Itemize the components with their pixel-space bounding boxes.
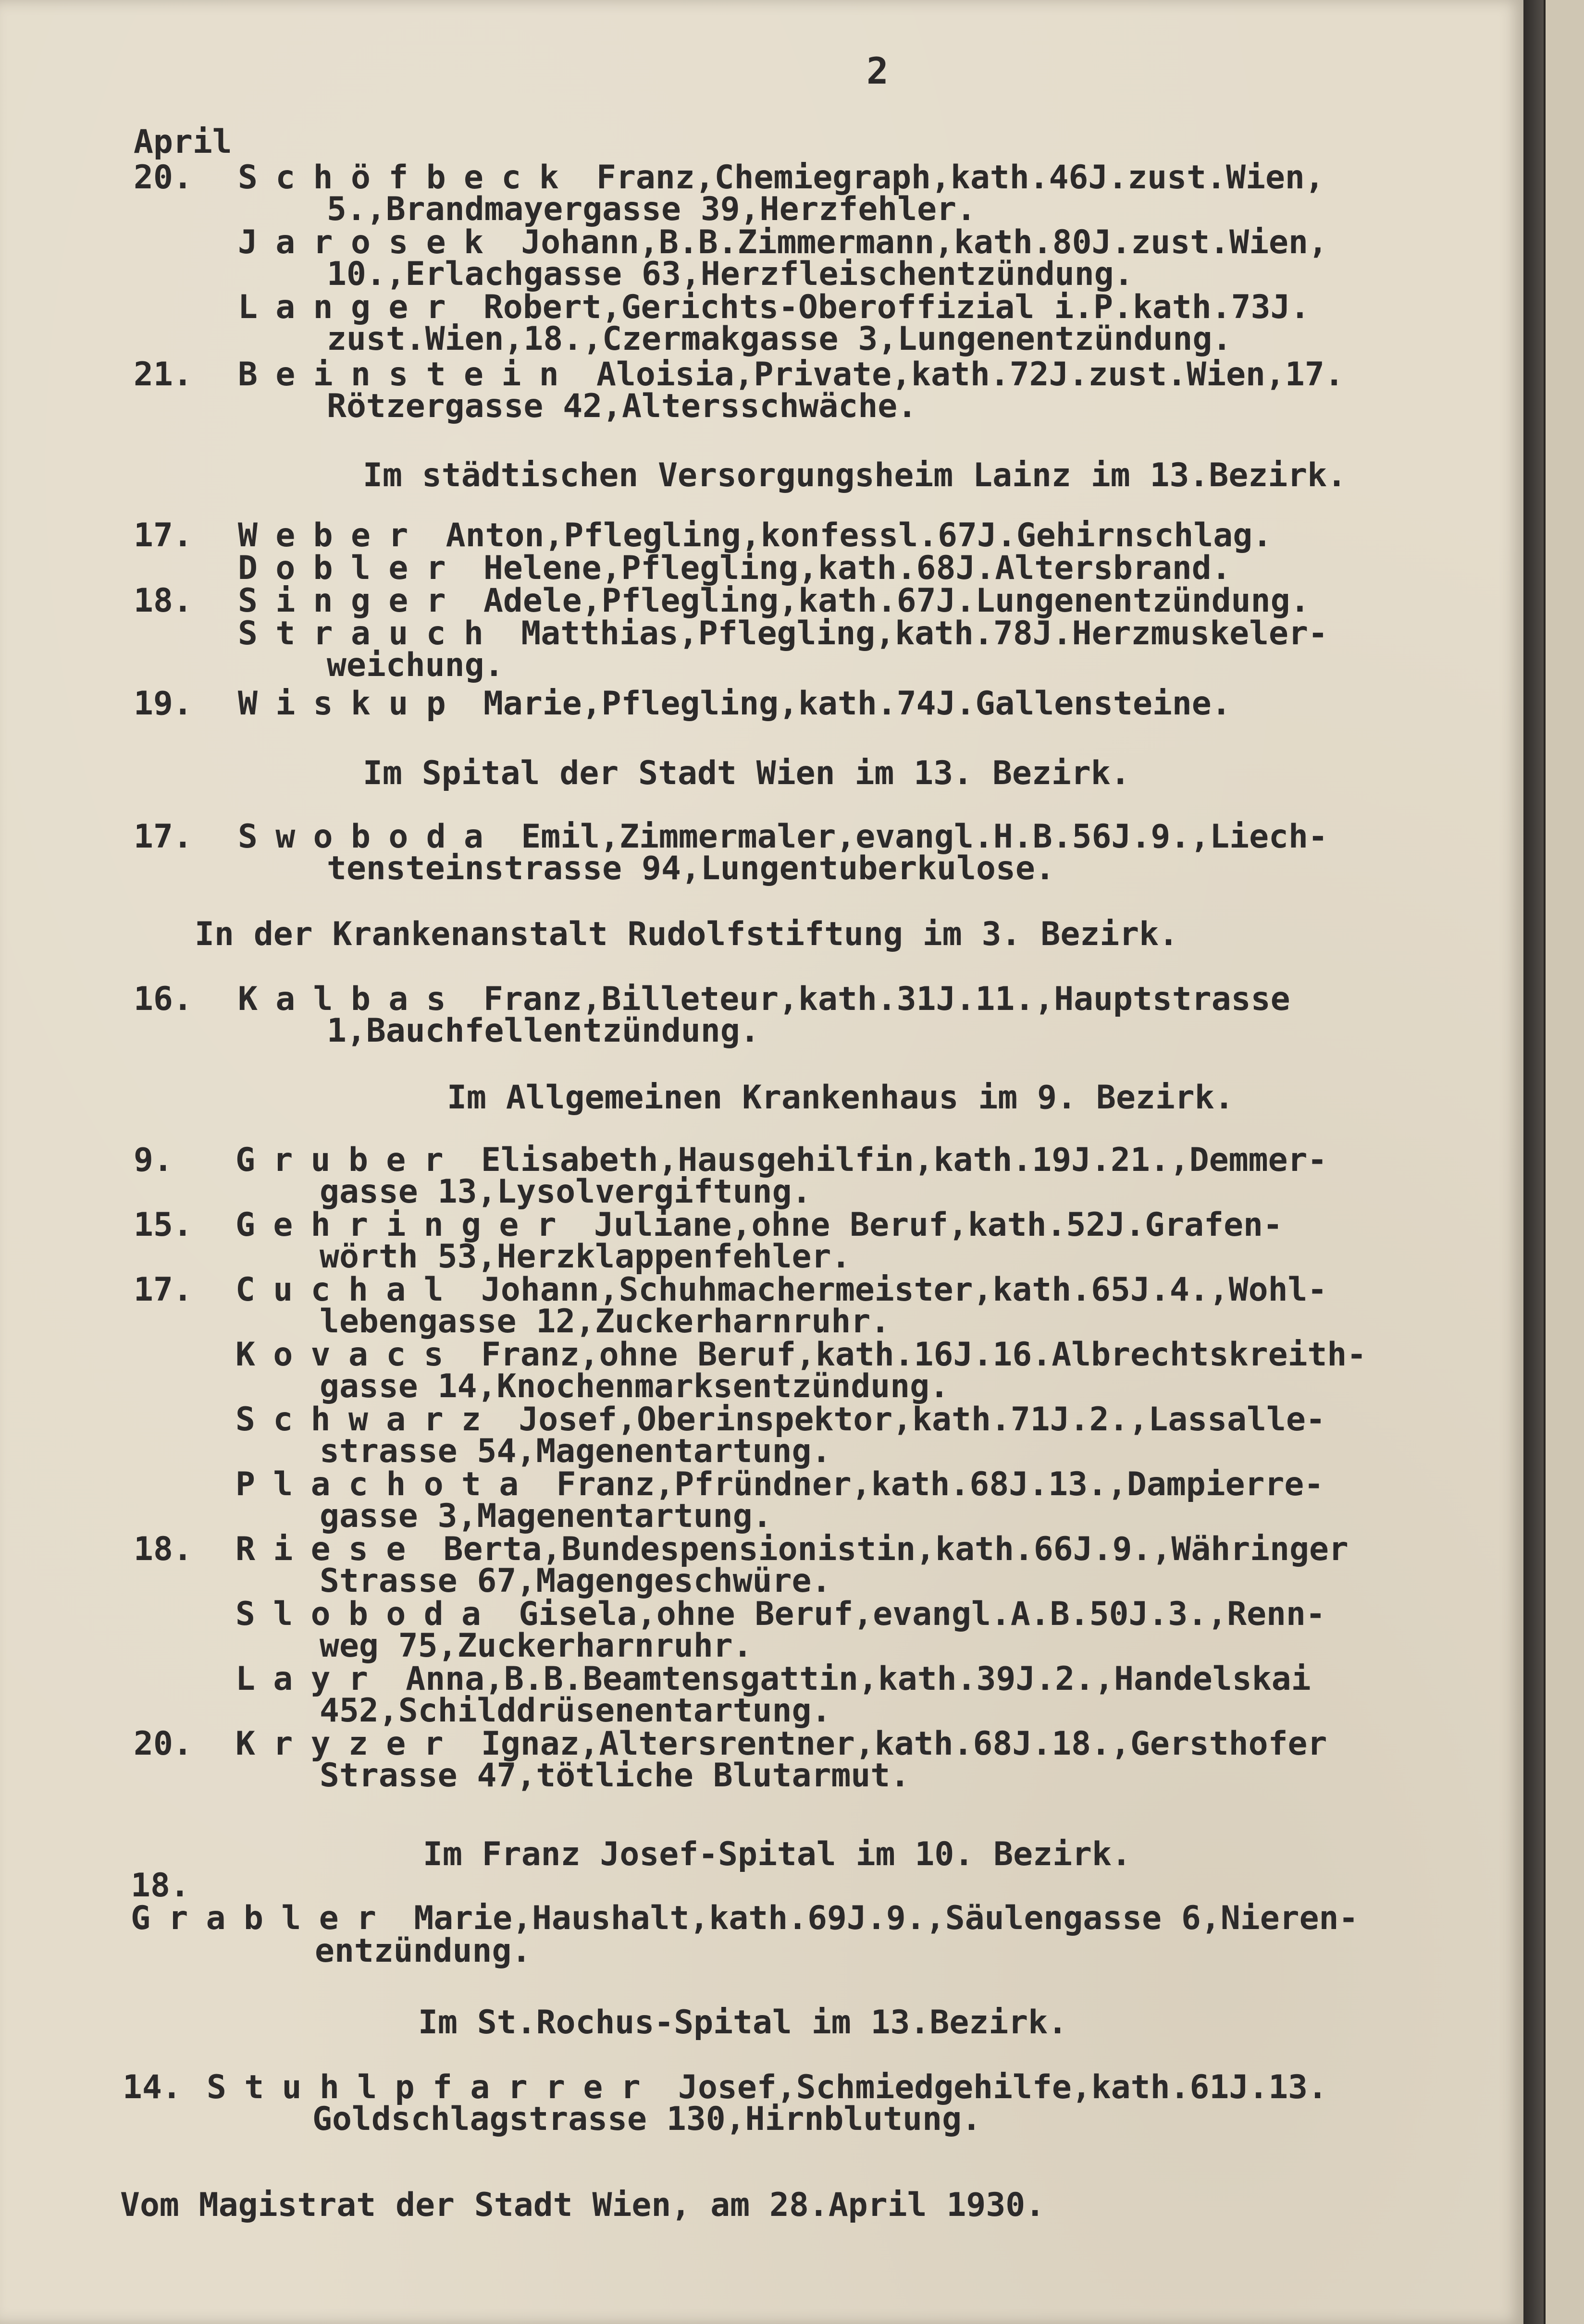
- entry-details: Josef,Schmiedgehilfe,kath.61J.13.: [658, 2068, 1328, 2106]
- entry-day: 19.: [134, 685, 193, 723]
- entry-line-2: Strasse 47,tötliche Blutarmut.: [320, 1757, 910, 1795]
- entry-details: Franz,Pfründner,kath.68J.13.,Dampierre-: [536, 1465, 1324, 1503]
- entry-day: 17.: [134, 516, 193, 554]
- entry-details: Franz,Billeteur,kath.31J.11.,Hauptstrasse: [464, 980, 1290, 1018]
- entry-day: 17.: [134, 818, 193, 856]
- entry-day: 21.: [134, 356, 193, 393]
- entry-surname: Langer: [238, 288, 464, 326]
- section-heading: Im Allgemeinen Krankenhaus im 9. Bezirk.: [447, 1079, 1234, 1117]
- entry-line-1: [238, 685, 1231, 723]
- entry-day: 17.: [134, 1271, 193, 1309]
- entry-line-2: Goldschlagstrasse 130,Hirnblutung.: [312, 2100, 981, 2138]
- entry-details: Emil,Zimmermaler,evangl.H.B.56J.9.,Liech-: [501, 818, 1328, 856]
- entry-details: Robert,Gerichts-Oberoffizial i.P.kath.73J.: [464, 288, 1310, 326]
- entry-details: Gisela,ohne Beruf,evangl.A.B.50J.3.,Renn-: [499, 1595, 1325, 1633]
- entry-line-2: weichung.: [327, 646, 504, 684]
- entry-details: Johann,B.B.Zimmermann,kath.80J.zust.Wien,: [501, 223, 1328, 261]
- entry-details: Ignaz,Altersrentner,kath.68J.18.,Gersthofer: [461, 1725, 1327, 1763]
- entry-day: 15.: [134, 1206, 193, 1244]
- entry-surname: Swoboda: [238, 818, 502, 856]
- entry-surname: Jarosek: [238, 223, 502, 261]
- entry-surname: Riese: [235, 1530, 424, 1568]
- entry-line-2: zust.Wien,18.,Czermakgasse 3,Lungenentzündung.: [327, 320, 1232, 358]
- entry-line-2: weg 75,Zuckerharnruhr.: [320, 1627, 753, 1665]
- entry-surname: Strauch: [238, 615, 502, 652]
- month-label: April: [134, 123, 232, 161]
- entry-surname: Gruber: [235, 1141, 462, 1179]
- entry-day: 18.: [131, 1867, 190, 1905]
- entry-surname: Layr: [235, 1660, 386, 1698]
- entry-line-2: Rötzergasse 42,Altersschwäche.: [327, 387, 917, 425]
- entry-surname: Beinstein: [238, 356, 577, 393]
- entry-surname: Schwarz: [235, 1401, 499, 1439]
- entry-surname: Stuhlpfarrer: [207, 2068, 659, 2106]
- entry-line-2: wörth 53,Herzklappenfehler.: [320, 1238, 851, 1276]
- entry-day: 18.: [134, 582, 193, 620]
- entry-surname: Plachota: [235, 1465, 537, 1503]
- entry-surname: Weber: [238, 516, 426, 554]
- adjacent-page-edge: [1544, 0, 1584, 2324]
- entry-day: 18.: [134, 1530, 193, 1568]
- entry-details: Matthias,Pflegling,kath.78J.Herzmuskeler-: [501, 615, 1328, 652]
- entry-line-2: 1,Bauchfellentzündung.: [327, 1012, 760, 1050]
- entry-details: Anton,Pflegling,konfessl.67J.Gehirnschlag.: [426, 516, 1273, 554]
- entry-surname: Wiskup: [238, 685, 464, 723]
- page-number: 2: [866, 49, 889, 92]
- entry-line-2: 5.,Brandmayergasse 39,Herzfehler.: [327, 190, 977, 228]
- entry-details: Josef,Oberinspektor,kath.71J.2.,Lassalle-: [499, 1401, 1325, 1439]
- entry-line-2: gasse 14,Knochenmarksentzündung.: [320, 1367, 950, 1405]
- entry-details: Franz,ohne Beruf,kath.16J.16.Albrechtskreith-: [461, 1336, 1367, 1374]
- entry-surname: Kovacs: [235, 1336, 462, 1374]
- entry-line-2: lebengasse 12,Zuckerharnruhr.: [320, 1303, 891, 1340]
- entry-surname: Dobler: [238, 549, 464, 587]
- entry-details: Juliane,ohne Beruf,kath.52J.Grafen-: [574, 1206, 1283, 1244]
- entry-line-2: gasse 13,Lysolvergiftung.: [320, 1173, 812, 1211]
- entry-line-2: entzündung.: [315, 1932, 532, 1970]
- entry-details: Johann,Schuhmachermeister,kath.65J.4.,Wohl-: [461, 1271, 1327, 1309]
- entry-details: Elisabeth,Hausgehilfin,kath.19J.21.,Demmer-: [461, 1141, 1327, 1179]
- entry-details: Berta,Bundespensionistin,kath.66J.9.,Währinger: [423, 1530, 1349, 1568]
- entry-surname: Kalbas: [238, 980, 464, 1018]
- entry-day: 16.: [134, 980, 193, 1018]
- entry-surname: Grabler: [131, 1899, 395, 1937]
- entry-surname: Schöfbeck: [238, 159, 577, 197]
- entry-surname: Singer: [238, 582, 464, 620]
- entry-surname: Sloboda: [235, 1595, 499, 1633]
- section-heading: Im Franz Josef-Spital im 10. Bezirk.: [423, 1835, 1131, 1873]
- entry-surname: Cuchal: [235, 1271, 462, 1309]
- entry-line-2: tensteinstrasse 94,Lungentuberkulose.: [327, 849, 1055, 887]
- entry-surname: Gehringer: [235, 1206, 575, 1244]
- signature-line: Vom Magistrat der Stadt Wien, am 28.April 1930.: [120, 2186, 1045, 2224]
- entry-day: 9.: [134, 1141, 173, 1179]
- entry-details: Adele,Pflegling,kath.67J.Lungenentzündung.: [464, 582, 1310, 620]
- entry-details: Franz,Chemiegraph,kath.46J.zust.Wien,: [577, 159, 1324, 197]
- entry-line-2: gasse 3,Magenentartung.: [320, 1497, 772, 1535]
- entry-details: Anna,B.B.Beamtensgattin,kath.39J.2.,Handelskai: [386, 1660, 1311, 1698]
- entry-details: Helene,Pflegling,kath.68J.Altersbrand.: [464, 549, 1231, 587]
- entry-details: Marie,Haushalt,kath.69J.9.,Säulengasse 6,Nieren-: [394, 1899, 1359, 1937]
- section-heading: Im städtischen Versorgungsheim Lainz im 13.Bezirk.: [363, 456, 1347, 494]
- entry-day: 14.: [123, 2068, 182, 2106]
- entry-surname: Kryzer: [235, 1725, 462, 1763]
- entry-line-2: 10.,Erlachgasse 63,Herzfleischentzündung.: [327, 255, 1134, 293]
- entry-line-2: Strasse 67,Magengeschwüre.: [320, 1562, 831, 1600]
- section-heading: Im St.Rochus-Spital im 13.Bezirk.: [418, 2004, 1068, 2041]
- entry-line-2: strasse 54,Magenentartung.: [320, 1432, 831, 1470]
- entry-details: Aloisia,Private,kath.72J.zust.Wien,17.: [577, 356, 1344, 393]
- entry-day: 20.: [134, 1725, 193, 1763]
- entry-details: Marie,Pflegling,kath.74J.Gallensteine.: [464, 685, 1231, 723]
- section-heading: In der Krankenanstalt Rudolfstiftung im 3. Bezirk.: [195, 915, 1178, 953]
- section-heading: Im Spital der Stadt Wien im 13. Bezirk.: [363, 754, 1130, 792]
- entry-line-2: 452,Schilddrüsenentartung.: [320, 1692, 831, 1730]
- entry-day: 20.: [134, 159, 193, 197]
